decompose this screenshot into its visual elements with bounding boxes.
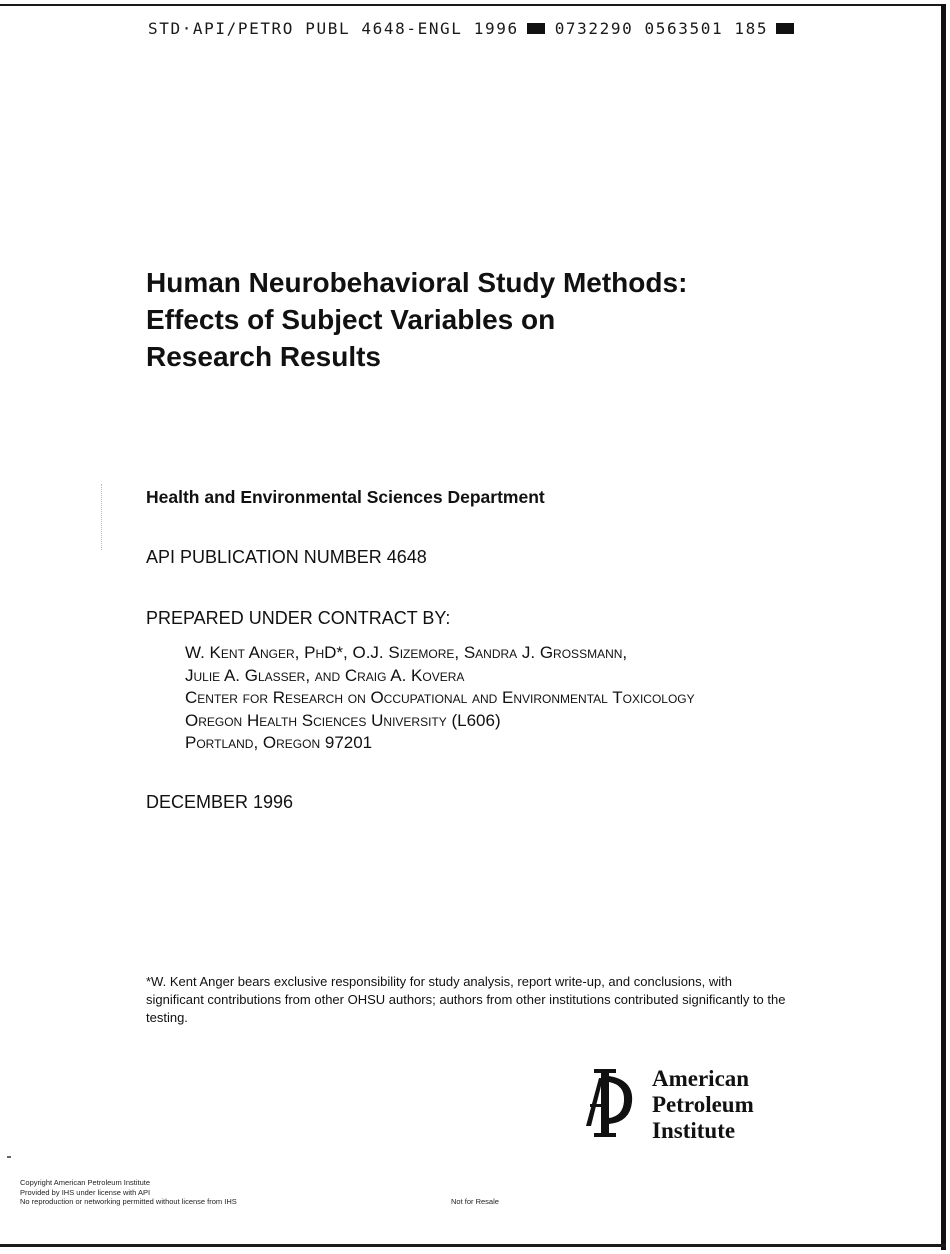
- institution-center: Center for Research on Occupational and Environmental Toxicology: [185, 688, 695, 707]
- scan-speck: [7, 1156, 11, 1158]
- document-id-part1: STD·API/PETRO PUBL 4648-ENGL 1996: [148, 19, 519, 38]
- copyright-notice: [20, 1178, 237, 1207]
- department-heading: Health and Environmental Sciences Department: [146, 487, 545, 507]
- footnote: *W. Kent Anger bears exclusive responsibility for study analysis, report write-up, and conclusions, with significant contributions from other OHSU authors; authors from other institutions contributed significantly to the testing.: [146, 974, 786, 1025]
- api-logo-text: [652, 1066, 754, 1144]
- title-line-2: Effects of Subject Variables on: [146, 304, 556, 335]
- copyright-line-2: Provided by IHS under license with API: [20, 1187, 151, 1197]
- institution-address: Portland, Oregon 97201: [185, 733, 373, 752]
- authors-block: [185, 642, 695, 755]
- copyright-line-1: Copyright American Petroleum Institute: [20, 1178, 151, 1187]
- logo-text-line-3: Institute: [652, 1118, 736, 1143]
- logo-text-line-1: American: [652, 1066, 750, 1091]
- document-id-part2: 0732290 0563501 185: [554, 19, 769, 38]
- title-line-1: Human Neurobehavioral Study Methods:: [146, 267, 688, 298]
- api-logo: [582, 1066, 754, 1144]
- scan-edge: [941, 4, 946, 1250]
- institution-university: Oregon Health Sciences University (L606): [185, 710, 501, 730]
- publication-date: DECEMBER 1996: [146, 792, 294, 812]
- prepared-by-label: PREPARED UNDER CONTRACT BY:: [146, 608, 451, 628]
- document-id-line: [148, 19, 794, 38]
- authors-line-2: Julie A. Glasser, and Craig A. Kovera: [185, 665, 465, 685]
- barcode-block: [527, 23, 545, 34]
- logo-text-line-2: Petroleum: [652, 1092, 754, 1117]
- bottom-rule: [0, 1244, 946, 1247]
- publication-number: API PUBLICATION NUMBER 4648: [146, 547, 427, 567]
- top-rule: [0, 4, 944, 6]
- barcode-block: [776, 23, 794, 34]
- not-for-resale-notice: Not for Resale: [451, 1197, 499, 1206]
- copyright-line-3: No reproduction or networking permitted without license from IHS: [20, 1197, 237, 1206]
- title-line-3: Research Results: [146, 341, 382, 372]
- page-title: [146, 264, 866, 375]
- authors-line-1: W. Kent Anger, PhD*, O.J. Sizemore, Sandra J. Grossmann,: [185, 643, 628, 662]
- margin-marks: [101, 484, 105, 550]
- api-logo-mark-icon: [582, 1066, 638, 1140]
